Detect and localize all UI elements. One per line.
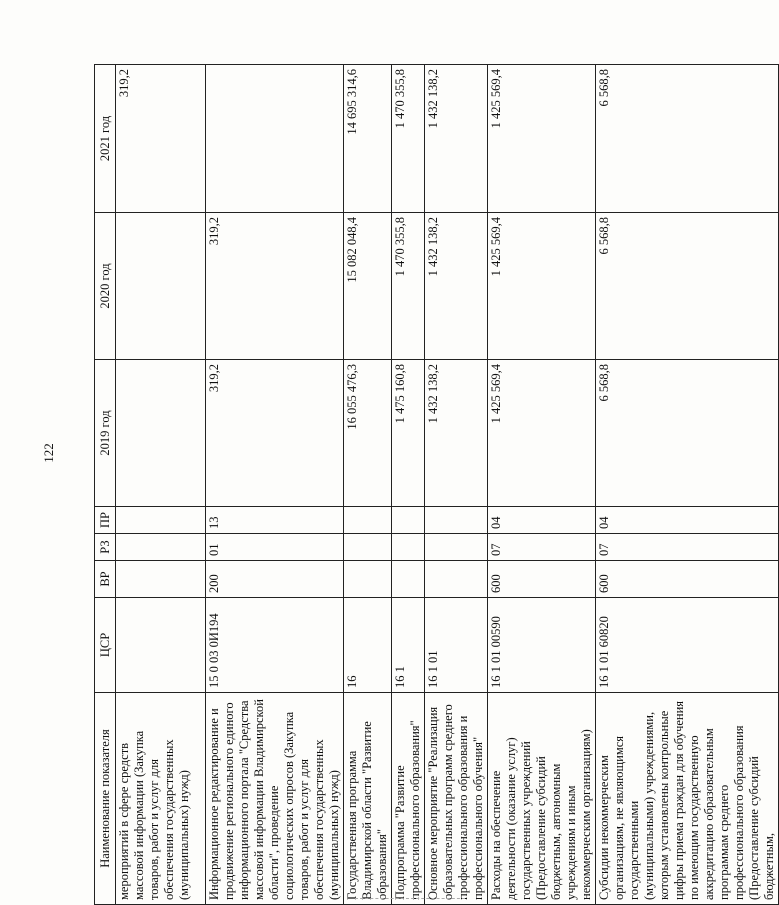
budget-table	[94, 64, 779, 905]
table-header-row	[95, 65, 116, 905]
cell-rz	[425, 534, 488, 561]
cell-pr	[344, 507, 392, 534]
header-pr: ПР	[95, 507, 116, 534]
cell-2019: 319,2	[206, 360, 344, 507]
cell-name: Субсидии некоммерческим организациям, не являющимся государственными (муниципальными) учреждениями, которым установлены контрольные цифры приема граждан для обучения по имеющим государственную аккредитацию образовательным программам среднего профессионального образования (Предоставление субсидий бюджетным,	[596, 693, 779, 905]
table-row	[596, 65, 779, 905]
cell-vr	[116, 561, 206, 598]
table-row	[425, 65, 488, 905]
cell-2020: 15 082 048,4	[344, 213, 392, 360]
header-name: Наименование показателя	[95, 693, 116, 905]
header-rz: РЗ	[95, 534, 116, 561]
table-row	[116, 65, 206, 905]
cell-name: Основное мероприятие "Реализация образовательных программ среднего профессионального образования и профессионального обучения"	[425, 693, 488, 905]
cell-csr: 16	[344, 598, 392, 693]
cell-pr: 04	[596, 507, 779, 534]
table-row	[488, 65, 596, 905]
cell-2020: 1 470 355,8	[392, 213, 425, 360]
cell-2020: 1 432 138,2	[425, 213, 488, 360]
cell-2020	[116, 213, 206, 360]
cell-csr: 16 1 01	[425, 598, 488, 693]
page-number: 122	[41, 443, 56, 463]
cell-2019: 1 432 138,2	[425, 360, 488, 507]
header-csr: ЦСР	[95, 598, 116, 693]
cell-rz: 07	[488, 534, 596, 561]
cell-name: Информационное редактирование и продвижение регионального единого информационного портала "Средства массовой информации Владимирской области", проведение социологических опросов (Закупка товаров, работ и услуг для обеспечения государственных (муниципальных) нужд)	[206, 693, 344, 905]
cell-pr: 13	[206, 507, 344, 534]
cell-csr: 16 1	[392, 598, 425, 693]
cell-name: Расходы на обеспечение деятельности (оказание услуг) государственных учреждений (Предоставление субсидий бюджетным, автономным учреждениям и иным некоммерческим организациям)	[488, 693, 596, 905]
cell-2021: 1 432 138,2	[425, 65, 488, 213]
cell-2020: 1 425 569,4	[488, 213, 596, 360]
cell-csr: 16 1 01 60820	[596, 598, 779, 693]
cell-vr: 200	[206, 561, 344, 598]
header-2020: 2020 год	[95, 213, 116, 360]
header-vr: ВР	[95, 561, 116, 598]
cell-csr: 15 0 03 0И194	[206, 598, 344, 693]
cell-2021: 14 695 314,6	[344, 65, 392, 213]
cell-name: Подпрограмма "Развитие профессионального образования"	[392, 693, 425, 905]
table-row	[206, 65, 344, 905]
cell-name: мероприятий в сфере средств массовой информации (Закупка товаров, работ и услуг для обеспечения государственных (муниципальных) нужд)	[116, 693, 206, 905]
cell-2021: 6 568,8	[596, 65, 779, 213]
cell-2021	[206, 65, 344, 213]
header-2019: 2019 год	[95, 360, 116, 507]
cell-vr	[392, 561, 425, 598]
cell-2019: 6 568,8	[596, 360, 779, 507]
cell-pr	[425, 507, 488, 534]
cell-2020: 319,2	[206, 213, 344, 360]
cell-2020: 6 568,8	[596, 213, 779, 360]
cell-rz: 01	[206, 534, 344, 561]
cell-csr: 16 1 01 00590	[488, 598, 596, 693]
scan-artifact-line	[355, 898, 465, 899]
cell-2021: 1 425 569,4	[488, 65, 596, 213]
cell-rz	[344, 534, 392, 561]
cell-vr: 600	[596, 561, 779, 598]
cell-2021: 319,2	[116, 65, 206, 213]
cell-2019: 1 425 569,4	[488, 360, 596, 507]
cell-2019: 1 475 160,8	[392, 360, 425, 507]
cell-pr	[116, 507, 206, 534]
cell-2019	[116, 360, 206, 507]
cell-rz	[392, 534, 425, 561]
cell-csr	[116, 598, 206, 693]
cell-vr	[344, 561, 392, 598]
cell-2021: 1 470 355,8	[392, 65, 425, 213]
cell-name: Государственная программа Владимирской области "Развитие образования"	[344, 693, 392, 905]
cell-vr	[425, 561, 488, 598]
table-row	[392, 65, 425, 905]
table-row	[344, 65, 392, 905]
cell-2019: 16 055 476,3	[344, 360, 392, 507]
cell-pr	[392, 507, 425, 534]
cell-rz: 07	[596, 534, 779, 561]
cell-pr: 04	[488, 507, 596, 534]
cell-rz	[116, 534, 206, 561]
header-2021: 2021 год	[95, 65, 116, 213]
rotated-page	[94, 65, 776, 905]
cell-vr: 600	[488, 561, 596, 598]
